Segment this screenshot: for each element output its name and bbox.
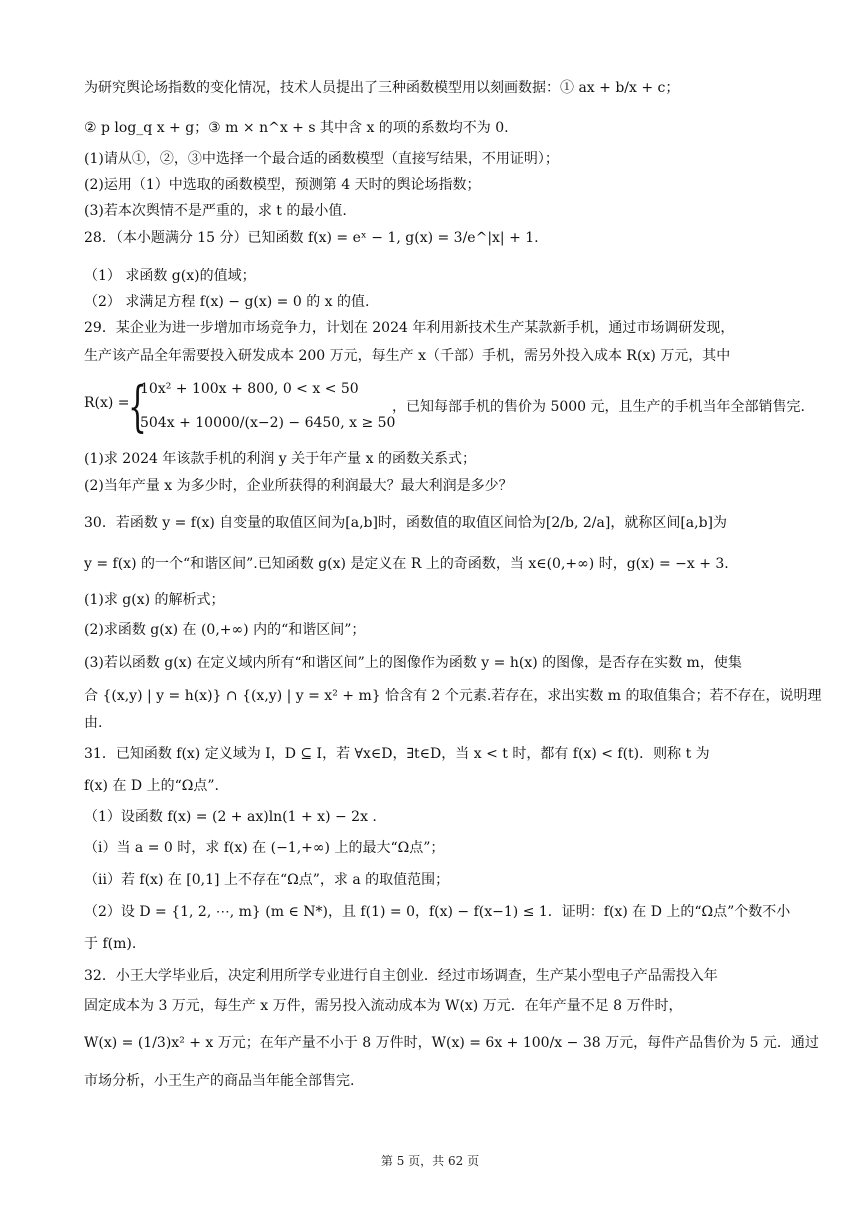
question-part: (2)运用（1）中选取的函数模型，预测第 4 天时的舆论场指数； (84, 177, 481, 193)
question-part: (2)当年产量 x 为多少时，企业所获得的利润最大？最大利润是多少？ (84, 478, 513, 494)
text-line: 固定成本为 3 万元，每生产 x 万件，需另投入流动成本为 W(x) 万元．在年产量不足 8 万件时， (84, 998, 683, 1014)
text-line: 于 f(m). (84, 936, 137, 952)
text-line: ② p log_q x + g；③ m × n^x + s 其中含 x 的项的系数均不为 0. (84, 120, 509, 136)
text-line: 由. (84, 715, 103, 731)
text-line: W(x) = (1/3)x² + x 万元；在年产量不小于 8 万件时，W(x) = 6x + 100/x − 38 万元，每件产品售价为 5 元．通过 (84, 1035, 819, 1051)
question-part: (3)若本次舆情不是严重的，求 t 的最小值. (84, 203, 347, 219)
question-part: （1）设函数 f(x) = (2 + ax)ln(1 + x) − 2x . (84, 809, 377, 825)
question-28-stem: 28．（本小题满分 15 分）已知函数 f(x) = eˣ − 1, g(x) = 3/e^|x| + 1. (84, 230, 539, 246)
piecewise-case-1: 10x² + 100x + 800, 0 < x < 50 (140, 381, 359, 397)
text-line: f(x) 在 D 上的“Ω点”. (84, 778, 219, 794)
question-32-stem: 32．小王大学毕业后，决定利用所学专业进行自主创业．经过市场调查，生产某小型电子产品需投入年 (84, 968, 718, 984)
text-line: 为研究舆论场指数的变化情况，技术人员提出了三种函数模型用以刻画数据：① ax + b/x + c； (84, 80, 680, 96)
question-31-stem: 31．已知函数 f(x) 定义域为 I，D ⊆ I，若 ∀x∈D，∃t∈D，当 x < t 时，都有 f(x) < f(t)．则称 t 为 (84, 746, 710, 762)
question-part: (1)求 2024 年该款手机的利润 y 关于年产量 x 的函数关系式； (84, 451, 476, 467)
piecewise-case-2: 504x + 10000/(x−2) − 6450, x ≥ 50 (140, 415, 396, 431)
question-part: (1)请从①，②，③中选择一个最合适的函数模型（直接写结果，不用证明）； (84, 151, 559, 167)
piecewise-label: R(x) = (84, 395, 130, 411)
text-line: ，已知每部手机的售价为 5000 元，且生产的手机当年全部销售完. (392, 399, 805, 415)
question-part: （2）设 D = {1, 2, ⋯, m} (m ∈ N*)，且 f(1) = 0，f(x) − f(x−1) ≤ 1．证明：f(x) 在 D 上的“Ω点”个数不小 (84, 904, 791, 920)
question-part: (3)若以函数 g(x) 在定义域内所有“和谐区间”上的图像作为函数 y = h(x) 的图像，是否存在实数 m，使集 (84, 655, 742, 671)
question-29-stem: 29．某企业为进一步增加市场竞争力，计划在 2024 年利用新技术生产某款新手机，通过市场调研发现， (84, 320, 735, 336)
text-line: y = f(x) 的一个“和谐区间”.已知函数 g(x) 是定义在 R 上的奇函数，当 x∈(0,+∞) 时，g(x) = −x + 3. (84, 556, 729, 572)
text-line: 市场分析，小王生产的商品当年能全部售完. (84, 1073, 355, 1089)
text-line: 合 {(x,y) | y = h(x)} ∩ {(x,y) | y = x² + m} 恰含有 2 个元素.若存在，求出实数 m 的取值集合；若不存在，说明理 (84, 688, 822, 704)
page-number-footer: 第 5 页，共 62 页 (380, 1154, 480, 1168)
text-line: 生产该产品全年需要投入研发成本 200 万元，每生产 x（千部）手机，需另外投入成本 R(x) 万元，其中 (84, 348, 731, 364)
question-subpart: （i）当 a = 0 时，求 f(x) 在 (−1,+∞) 上的最大“Ω点”； (84, 840, 445, 856)
question-part: (1)求 g(x) 的解析式； (84, 592, 225, 608)
question-30-stem: 30．若函数 y = f(x) 自变量的取值区间为[a,b]时，函数值的取值区间恰为[2/b, 2/a]，就称区间[a,b]为 (84, 515, 728, 531)
question-part: (2)求函数 g(x) 在 (0,+∞) 内的“和谐区间”； (84, 622, 366, 638)
question-part: （2） 求满足方程 f(x) − g(x) = 0 的 x 的值. (84, 294, 370, 310)
left-brace: { (128, 375, 147, 438)
question-subpart: （ii）若 f(x) 在 [0,1] 上不存在“Ω点”，求 a 的取值范围； (84, 872, 450, 888)
question-part: （1） 求函数 g(x)的值域； (84, 268, 256, 284)
